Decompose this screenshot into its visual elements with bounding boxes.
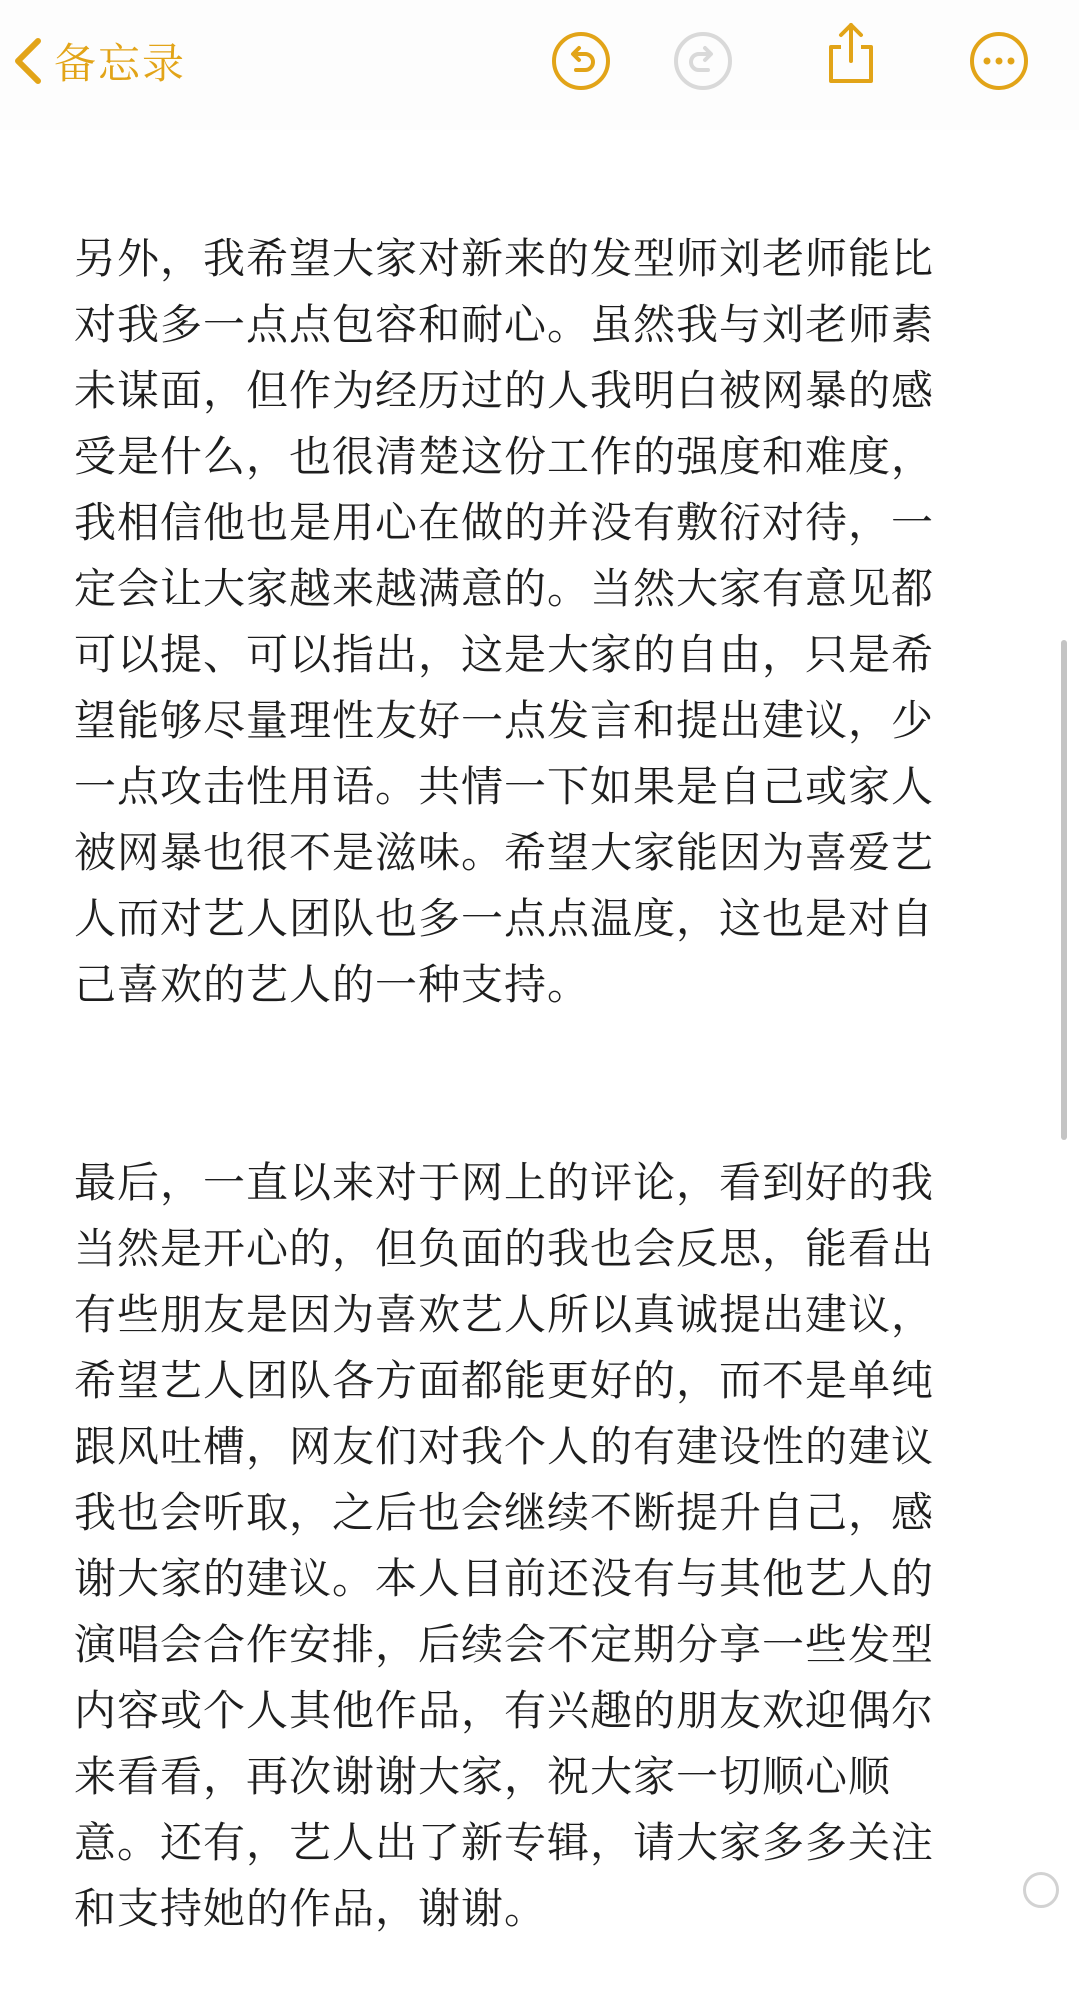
more-icon [968,30,1030,92]
note-editor[interactable] [74,160,1004,2008]
redo-icon [672,30,734,92]
back-label: 备忘录 [54,39,187,88]
redo-button[interactable] [672,30,734,92]
navigation-bar [0,0,1079,130]
watermark [1023,1872,1067,1908]
watermark-logo-icon [1023,1872,1059,1908]
undo-button[interactable] [550,30,612,92]
note-paragraph: 另外，我希望大家对新来的发型师刘老师能比 对我多一点点包容和耐心。虽然我与刘老师素 未谋面，但作为经历过的人我明白被网暴的感 受是什么，也很清楚这份工作的强度和难度， 我相信他也是用心在做的并没有敷衍对待，一 定会让大家越来越满意的。当然大家有意见都 可以提、可以指出，这是大家的自由，只是希 望能够尽量理性友好一点发言和提出建议，少 一点攻击性用语。共情一下如果是自己或家人 被网暴也很不是滋味。希望大家能因为喜爱艺 人而对艺人团队也多一点点温度，这也是对自 己喜欢的艺人的一种支持。 [74,234,935,1009]
more-button[interactable] [968,30,1030,92]
back-button[interactable] [12,26,186,96]
scrollbar[interactable] [1061,640,1067,1140]
note-paragraph: 最后，一直以来对于网上的评论，看到好的我 当然是开心的，但负面的我也会反思，能看出 有些朋友是因为喜欢艺人所以真诚提出建议， 希望艺人团队各方面都能更好的，而不是单纯 跟风吐槽，网友们对我个人的有建设性的建议 我也会听取，之后也会继续不断提升自己，感 谢大家的建议。本人目前还没有与其他艺人的 演唱会合作安排，后续会不定期分享一些发型 内容或个人其他作品，有兴趣的朋友欢迎偶尔 来看看，再次谢谢大家，祝大家一切顺心顺 意。还有，艺人出了新专辑，请大家多多关注 和支持她的作品，谢谢。 [74,1158,935,1933]
chevron-left-icon [12,35,44,87]
share-button[interactable] [820,22,882,84]
share-icon [823,19,879,87]
undo-icon [550,30,612,92]
